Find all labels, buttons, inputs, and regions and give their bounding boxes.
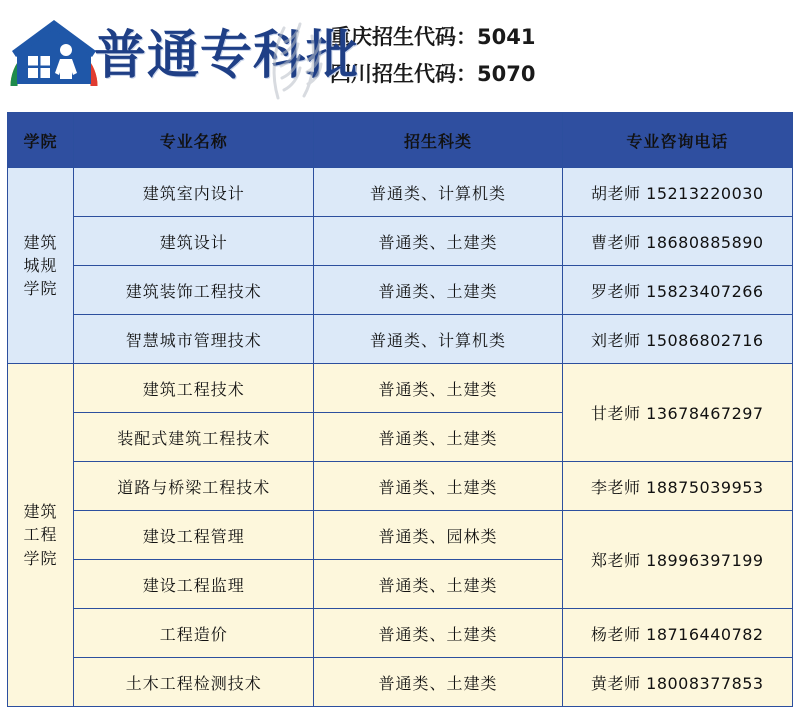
logo-text: 普通专科批 xyxy=(94,26,360,86)
table-row xyxy=(8,462,793,511)
major-name: 智慧城市管理技术 xyxy=(74,315,314,364)
admission-code-chongqing: 重庆招生代码：5041 xyxy=(330,25,536,50)
admission-code-sichuan: 四川招生代码：5070 xyxy=(330,62,536,86)
column-header-major: 专业名称 xyxy=(74,113,314,168)
contact-phone: 杨老师 18716440782 xyxy=(562,609,792,658)
major-name: 土木工程检测技术 xyxy=(74,658,314,707)
subject-category: 普通类、土建类 xyxy=(314,462,562,511)
subject-category: 普通类、土建类 xyxy=(314,413,562,462)
major-name: 建设工程管理 xyxy=(74,511,314,560)
admission-codes xyxy=(330,19,535,93)
subject-category: 普通类、土建类 xyxy=(314,266,562,315)
table-row xyxy=(8,609,793,658)
table-row xyxy=(8,364,793,413)
column-header-phone: 专业咨询电话 xyxy=(562,113,792,168)
table-row xyxy=(8,511,793,560)
major-name: 建筑工程技术 xyxy=(74,364,314,413)
major-name: 工程造价 xyxy=(74,609,314,658)
column-header-college: 学院 xyxy=(8,113,74,168)
table-row xyxy=(8,266,793,315)
majors-table xyxy=(7,112,793,707)
contact-phone: 甘老师 13678467297 xyxy=(562,364,792,462)
contact-phone: 曹老师 18680885890 xyxy=(562,217,792,266)
contact-phone: 郑老师 18996397199 xyxy=(562,511,792,609)
contact-phone: 李老师 18875039953 xyxy=(562,462,792,511)
wheat-ear-icon xyxy=(258,16,328,102)
table-header-row xyxy=(8,113,793,168)
major-name: 道路与桥梁工程技术 xyxy=(74,462,314,511)
subject-category: 普通类、土建类 xyxy=(314,658,562,707)
college-cell-jianzhuchenggui: 建筑 城规 学院 xyxy=(8,168,74,364)
subject-category: 普通类、土建类 xyxy=(314,364,562,413)
house-graduate-icon xyxy=(8,12,100,100)
column-header-subject: 招生科类 xyxy=(314,113,562,168)
contact-phone: 刘老师 15086802716 xyxy=(562,315,792,364)
contact-phone: 罗老师 15823407266 xyxy=(562,266,792,315)
page-header xyxy=(0,0,800,112)
contact-phone: 黄老师 18008377853 xyxy=(562,658,792,707)
logo-block xyxy=(8,6,360,106)
subject-category: 普通类、土建类 xyxy=(314,609,562,658)
major-name: 建筑室内设计 xyxy=(74,168,314,217)
major-name: 装配式建筑工程技术 xyxy=(74,413,314,462)
table-body xyxy=(8,168,793,707)
major-name: 建筑设计 xyxy=(74,217,314,266)
subject-category: 普通类、计算机类 xyxy=(314,168,562,217)
subject-category: 普通类、计算机类 xyxy=(314,315,562,364)
subject-category: 普通类、土建类 xyxy=(314,217,562,266)
major-name: 建筑装饰工程技术 xyxy=(74,266,314,315)
table-row xyxy=(8,658,793,707)
major-name: 建设工程监理 xyxy=(74,560,314,609)
table-row xyxy=(8,315,793,364)
subject-category: 普通类、土建类 xyxy=(314,560,562,609)
table-row xyxy=(8,168,793,217)
table-row xyxy=(8,217,793,266)
subject-category: 普通类、园林类 xyxy=(314,511,562,560)
contact-phone: 胡老师 15213220030 xyxy=(562,168,792,217)
college-cell-jianzhugongcheng: 建筑 工程 学院 xyxy=(8,364,74,707)
